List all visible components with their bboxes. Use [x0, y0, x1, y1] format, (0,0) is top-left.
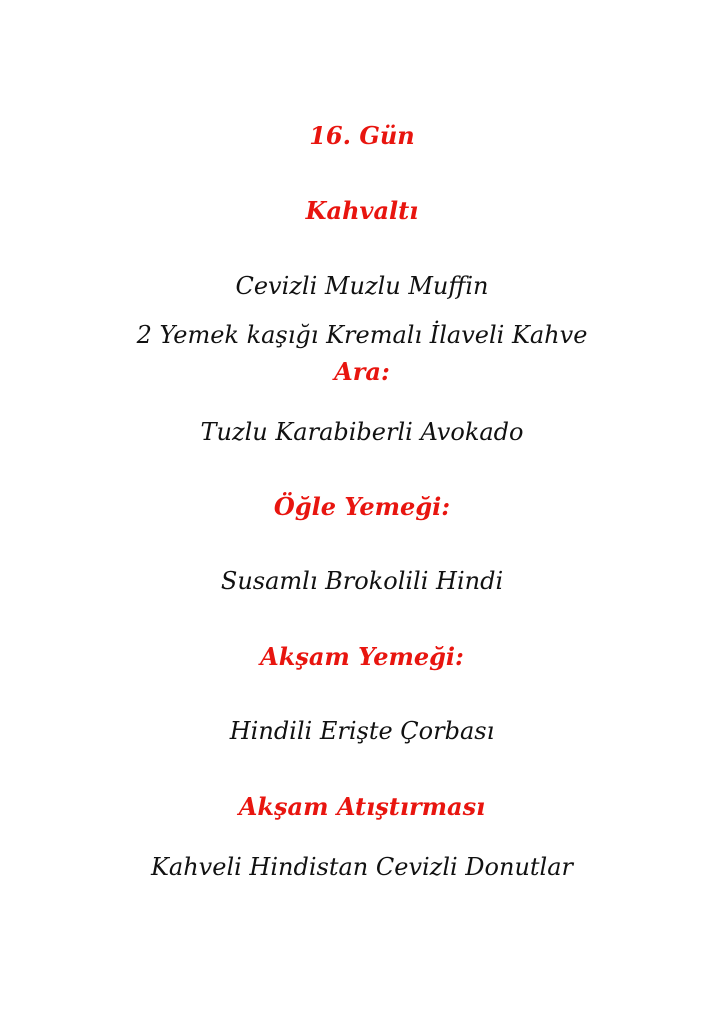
day-title: 16. Gün: [309, 121, 415, 150]
section-heading-evening-snack: Akşam Atıştırması: [238, 792, 486, 821]
menu-item-evening-snack-1: Kahveli Hindistan Cevizli Donutlar: [150, 853, 574, 881]
menu-item-dinner-1: Hindili Erişte Çorbası: [229, 717, 495, 745]
section-heading-dinner: Akşam Yemeği:: [260, 642, 464, 671]
menu-item-lunch-1: Susamlı Brokolili Hindi: [220, 567, 504, 595]
section-heading-breakfast: Kahvaltı: [305, 196, 419, 225]
section-heading-snack: Ara:: [334, 357, 390, 386]
menu-item-snack-1: Tuzlu Karabiberli Avokado: [200, 418, 524, 446]
menu-item-breakfast-2: 2 Yemek kaşığı Kremalı İlaveli Kahve: [136, 321, 588, 349]
menu-item-breakfast-1: Cevizli Muzlu Muffin: [235, 272, 489, 300]
section-heading-lunch: Öğle Yemeği:: [273, 492, 451, 521]
